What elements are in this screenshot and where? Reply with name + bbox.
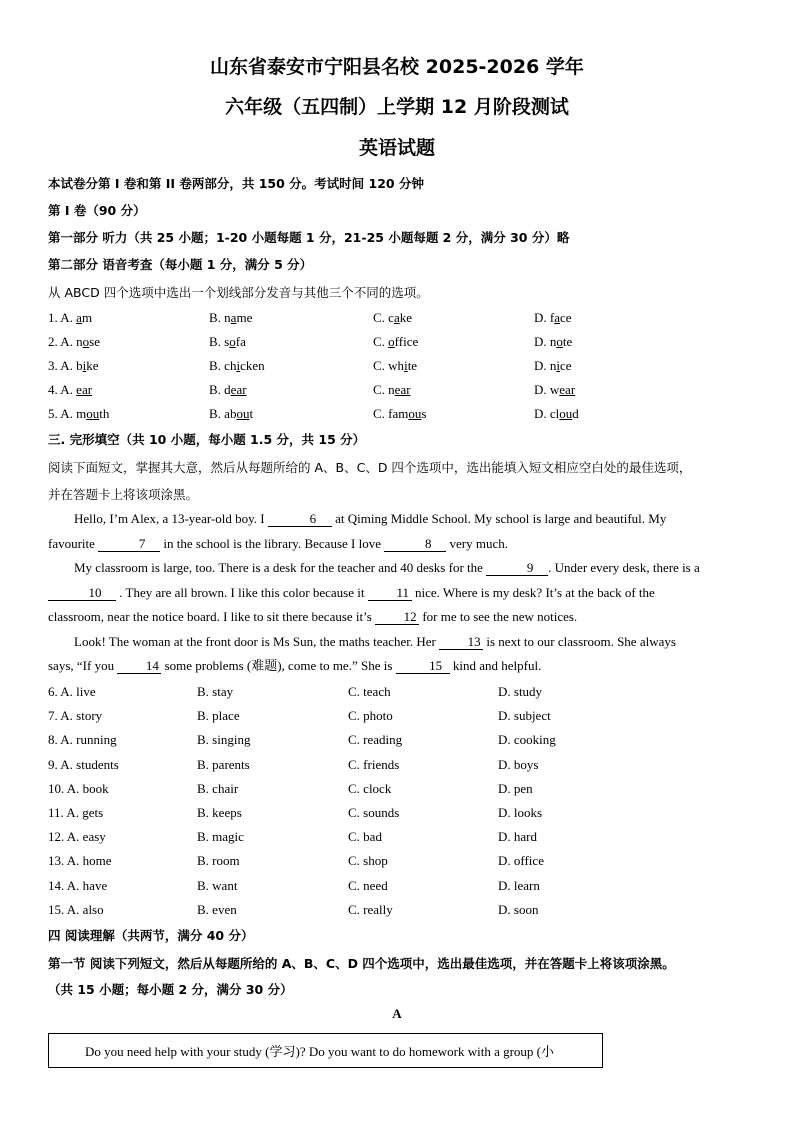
blank-8: 8 (384, 537, 446, 552)
section-four-subheading-2: （共 15 小题；每小题 2 分，满分 30 分） (48, 982, 293, 997)
cloze-option: B. room (197, 853, 240, 869)
text-run: says, “If you (48, 658, 118, 673)
text-run: kind and helpful. (449, 658, 542, 673)
cloze-option: C. clock (348, 780, 392, 796)
phonics-option: D. cloud (534, 406, 579, 421)
blank-14: 14 (117, 659, 161, 674)
phonics-option: 2. A. nose (48, 334, 101, 349)
cloze-option: D. learn (498, 877, 540, 893)
phonics-option: B. sofa (209, 334, 246, 349)
cloze-option: B. parents (197, 756, 250, 772)
phonics-option: C. white (373, 358, 418, 373)
cloze-paragraph-3 (48, 630, 746, 679)
cloze-option: 7. A. story (48, 708, 103, 724)
section-four-heading: 四 阅读理解（共两节，满分 40 分） (48, 928, 254, 943)
text-run: in the school is the library. Because I love (160, 535, 385, 551)
phonics-option: D. nice (534, 358, 572, 373)
passage-box-text: Do you need help with your study (学习)? Do you want to do homework with a group (小 (85, 1044, 555, 1059)
cloze-passage (48, 507, 746, 679)
cloze-option: C. reading (348, 732, 403, 748)
blank-13: 13 (439, 635, 483, 650)
exam-title-line3: 英语试题 (358, 137, 435, 159)
cloze-option: 11. A. gets (48, 805, 104, 820)
cloze-option: C. sounds (348, 805, 400, 820)
volume-one-label: 第 I 卷（90 分） (48, 203, 146, 218)
text-run: Look! The woman at the front door is Ms Sun, the maths teacher. Her (74, 633, 440, 649)
cloze-option: D. boys (498, 756, 539, 772)
cloze-option: D. hard (498, 829, 537, 845)
cloze-option: 14. A. have (48, 877, 108, 893)
passage-label: A (392, 1006, 402, 1021)
text-run: . They are all brown. I like this color because it (116, 584, 368, 600)
section-three-instructions-2: 并在答题卡上将该项涂黑。 (48, 487, 199, 502)
text-run: at Qiming Middle School. My school is large and beautiful. My (331, 511, 667, 526)
section-four-subheading-1: 第一节 阅读下列短文，然后从每题所给的 A、B、C、D 四个选项中，选出最佳选项，并在答题卡上将该项涂黑。 (48, 956, 675, 971)
blank-7: 7 (98, 537, 160, 552)
cloze-option: C. friends (348, 756, 400, 772)
phonics-option: 3. A. bike (48, 358, 99, 373)
exam-title-line1: 山东省泰安市宁阳县名校 2025-2026 学年 (210, 56, 584, 78)
part-two-heading: 第二部分 语音考查（每小题 1 分，满分 5 分） (48, 257, 313, 272)
phonics-option: C. famous (373, 406, 427, 421)
cloze-option: 10. A. book (48, 780, 109, 796)
phonics-option: 1. A. am (48, 310, 93, 325)
cloze-paragraph-2 (48, 556, 746, 630)
section-three-instructions-1: 阅读下面短文，掌握其大意，然后从每题所给的 A、B、C、D 四个选项中，选出能填入短文相应空白处的最佳选项， (48, 460, 692, 475)
cloze-option: D. cooking (498, 732, 556, 748)
exam-title-line2: 六年级（五四制）上学期 12 月阶段测试 (225, 96, 569, 118)
cloze-option: C. bad (348, 829, 382, 845)
cloze-option: B. even (197, 901, 237, 917)
text-run: . Under every desk, there is a (548, 560, 700, 575)
phonics-option: B. about (209, 406, 254, 421)
cloze-option: C. really (348, 901, 393, 917)
part-one-heading: 第一部分 听力（共 25 小题；1-20 小题每题 1 分，21-25 小题每题 2 分，满分 30 分）略 (48, 230, 570, 245)
phonics-option: C. office (373, 334, 419, 349)
cloze-option: B. chair (197, 780, 239, 796)
cloze-option: 6. A. live (48, 684, 96, 699)
cloze-option: B. singing (197, 732, 251, 748)
cloze-option: 9. A. students (48, 756, 119, 772)
cloze-option: C. teach (348, 684, 391, 699)
text-run: My classroom is large, too. There is a desk for the teacher and 40 desks for the (74, 560, 487, 575)
cloze-option: 8. A. running (48, 732, 117, 748)
text-run: nice. Where is my desk? It’s at the back of the (411, 584, 655, 600)
phonics-option: C. cake (373, 310, 413, 325)
part-two-instructions: 从 ABCD 四个选项中选出一个划线部分发音与其他三个不同的选项。 (48, 285, 429, 300)
cloze-option: D. office (498, 853, 544, 869)
exam-info: 本试卷分第 I 卷和第 II 卷两部分，共 150 分。考试时间 120 分钟 (48, 176, 424, 191)
section-three-heading: 三. 完形填空（共 10 小题，每小题 1.5 分，共 15 分） (48, 432, 366, 447)
text-run: very much. (446, 535, 508, 551)
cloze-option: 12. A. easy (48, 829, 106, 845)
phonics-option: C. near (373, 382, 411, 397)
passage-box (48, 1033, 603, 1068)
text-run: classroom, near the notice board. I like to sit there because it’s (48, 609, 376, 624)
text-run: favourite (48, 535, 99, 551)
blank-9: 9 (486, 561, 548, 576)
phonics-option: 5. A. mouth (48, 406, 110, 421)
cloze-option: B. keeps (197, 805, 242, 820)
phonics-option: B. dear (209, 382, 247, 397)
cloze-option: D. subject (498, 708, 551, 724)
cloze-option: D. study (498, 684, 543, 699)
cloze-option: B. magic (197, 829, 244, 845)
cloze-option: C. photo (348, 708, 393, 724)
cloze-paragraph-1 (48, 507, 746, 556)
cloze-option: C. shop (348, 853, 388, 869)
cloze-option: 13. A. home (48, 853, 112, 869)
phonics-option: D. face (534, 310, 572, 325)
cloze-option: D. looks (498, 805, 543, 820)
cloze-option: B. stay (197, 684, 234, 699)
text-run: for me to see the new notices. (419, 609, 578, 624)
phonics-option: B. chicken (209, 358, 265, 373)
phonics-option: D. note (534, 334, 573, 349)
cloze-option: B. want (197, 877, 238, 893)
blank-10: 10 (48, 586, 116, 601)
cloze-option: D. soon (498, 901, 539, 917)
cloze-option: D. pen (498, 780, 533, 796)
blank-11: 11 (368, 586, 412, 601)
text-run: is next to our classroom. She always (483, 633, 676, 649)
blank-15: 15 (396, 659, 450, 674)
cloze-option: B. place (197, 708, 240, 724)
blank-6: 6 (268, 512, 332, 527)
blank-12: 12 (375, 610, 419, 625)
phonics-option: B. name (209, 310, 253, 325)
cloze-option: 15. A. also (48, 901, 104, 917)
text-run: Hello, I’m Alex, a 13-year-old boy. I (74, 511, 268, 526)
text-run: some problems (难题), come to me.” She is (161, 658, 396, 673)
phonics-option: D. wear (534, 382, 576, 397)
phonics-option: 4. A. ear (48, 382, 93, 397)
cloze-option: C. need (348, 877, 388, 893)
